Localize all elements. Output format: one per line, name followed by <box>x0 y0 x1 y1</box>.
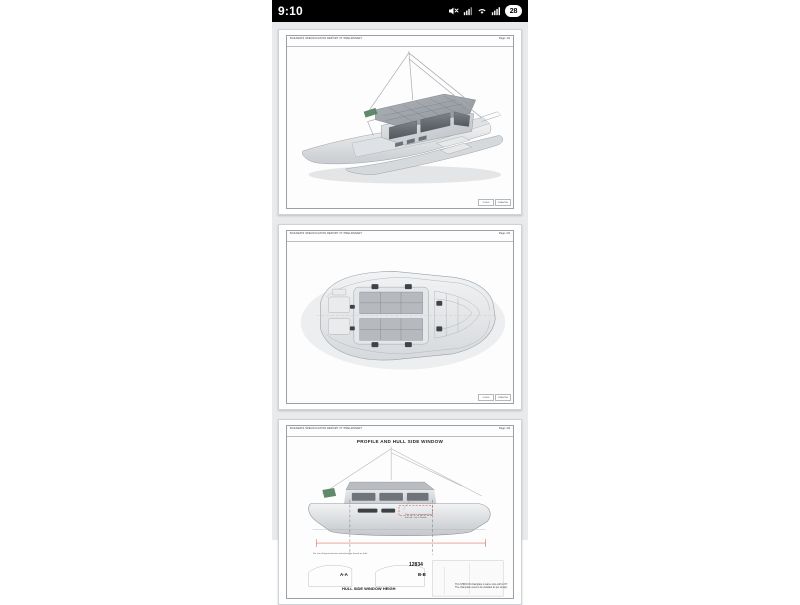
document-page-1[interactable] <box>278 29 522 215</box>
signal-icon <box>463 6 473 16</box>
document-page-3[interactable] <box>278 419 522 605</box>
wifi-icon <box>477 6 487 16</box>
status-icons <box>447 5 522 17</box>
hatch-leader-note: This hatch is integrated into the hull - see 2 Details <box>405 514 432 519</box>
panel-tension-footnote: For size all panel tensions and should be based on hulls <box>313 553 368 555</box>
sheet-footer-2 <box>478 394 511 401</box>
sheet-footer-cell: SCALE <box>478 394 494 401</box>
sheet-header-1 <box>287 36 513 47</box>
section-label-bb: B-B <box>418 572 426 577</box>
document-page-2[interactable] <box>278 224 522 410</box>
overall-length-dimension: 12834 <box>409 562 423 568</box>
battery-indicator: 28 <box>505 5 522 17</box>
sheet-title-2: BUILDER'S SPECIFICATION REPORT 47' PRELIMINARY <box>290 232 363 235</box>
sheet-page-number-2: Page: 2/3 <box>498 232 510 235</box>
sheet-footer-cell: SCALE <box>478 199 494 206</box>
drawing-sheet-2 <box>286 230 514 404</box>
sheet-page-number-1: Page: 1/3 <box>498 37 510 40</box>
sheet-page-number-3: Page: 3/3 <box>498 427 510 430</box>
status-time: 9:10 <box>278 4 303 18</box>
phone-viewport <box>272 0 528 591</box>
mute-icon <box>447 5 459 17</box>
shroud-chainplate-note: This SHROUD chainplate is same style with 12'0". The chainplate need to be installed as per design. <box>455 583 509 590</box>
drawing-deck-plan-view <box>287 242 513 403</box>
sheet-footer-cell: DRAWING <box>495 199 511 206</box>
section-label-aa: A-A <box>340 572 348 577</box>
status-bar <box>272 0 528 22</box>
drawing-sheet-3 <box>286 425 514 599</box>
sheet-title-3: BUILDER'S SPECIFICATION REPORT 47' PRELIMINARY <box>290 427 363 430</box>
hull-window-height-label: HULL SIDE WINDOW HEIGH <box>342 586 396 591</box>
sheet-footer-cell: DRAWING <box>495 394 511 401</box>
drawing-profile-view <box>287 437 513 598</box>
document-scroll-area[interactable] <box>272 29 528 591</box>
sheet-header-3 <box>287 426 513 437</box>
drawing-perspective-view <box>287 47 513 208</box>
drawing-title-profile: PROFILE AND HULL SIDE WINDOW <box>356 439 444 444</box>
sheet-header-2 <box>287 231 513 242</box>
sheet-footer-1 <box>478 199 511 206</box>
sheet-title-1: BUILDER'S SPECIFICATION REPORT 47' PRELIMINARY <box>290 37 363 40</box>
drawing-sheet-1 <box>286 35 514 209</box>
signal-bars-icon <box>491 6 501 16</box>
